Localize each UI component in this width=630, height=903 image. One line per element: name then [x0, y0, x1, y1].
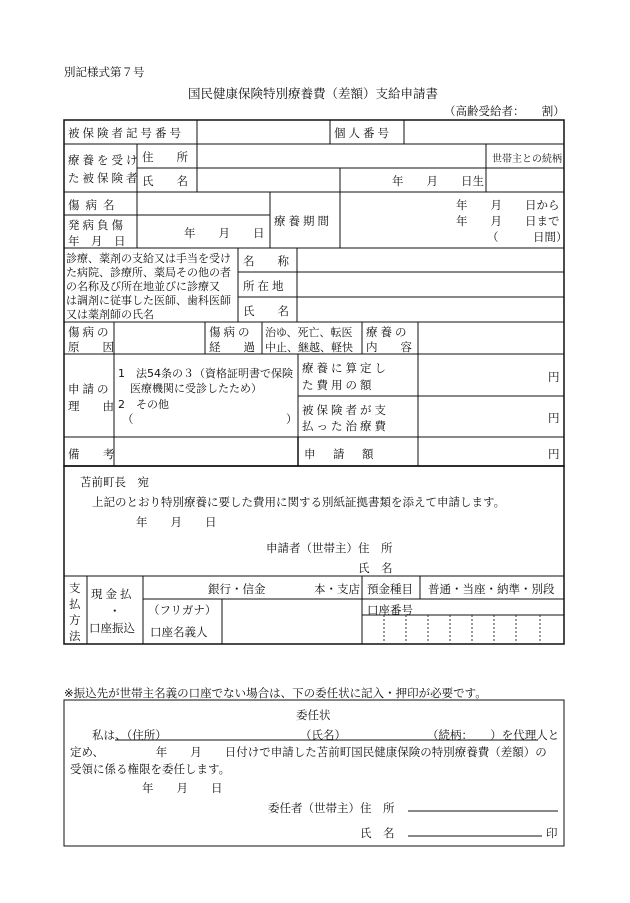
course-label-line1: 傷病の [209, 325, 253, 339]
calculated-cost-label-line1: 療養に算定し [302, 361, 389, 375]
form-title: 国民健康保険特別療養費（差額）支給申請書 [188, 86, 439, 101]
applicant-name-label: 氏 名 [358, 561, 393, 575]
account-holder-label: 口座名義人 [150, 625, 208, 639]
proxy-title: 委任状 [296, 708, 331, 722]
calculated-cost-field[interactable] [419, 355, 545, 395]
furigana-field[interactable] [223, 600, 361, 614]
paid-cost-field[interactable] [419, 397, 545, 436]
bank-label: 銀行・信金 [208, 582, 266, 596]
deposit-type-options[interactable]: 普通・当座・納準・別段 [428, 582, 555, 596]
onset-label-line2: 年 月 日 [68, 234, 126, 248]
hospital-name-label: 名 称 [243, 254, 289, 268]
transfer-notice: ※振込先が世帯主名義の口座でない場合は、下の委任状に記入・押印が必要です。 [64, 686, 487, 700]
grantor-address-field[interactable] [408, 796, 558, 811]
grantor-name-label: 氏 名 [360, 826, 395, 840]
calculated-cost-yen: 円 [548, 370, 560, 384]
content-label-line1: 療養の [366, 325, 410, 339]
calculated-cost-label-line2: た費用の額 [302, 378, 375, 392]
personal-number-field[interactable] [405, 121, 563, 143]
cause-label-line1: 傷病の [68, 325, 112, 339]
insured-number-field[interactable] [198, 121, 329, 143]
reason-label-line1: 申請の [68, 382, 112, 396]
cash-payment-option[interactable]: 現金払 [91, 587, 135, 601]
proxy-date-field[interactable]: 年 月 日 [142, 781, 223, 795]
payment-method-char-2: 払 [69, 597, 81, 611]
hospital-description-line1: 診療、薬剤の支給又は手当を受け [66, 252, 231, 265]
proxy-agent-name-field[interactable] [343, 725, 423, 741]
applicant-address-label: 申請者（世帯主）住 所 [266, 541, 393, 555]
treatment-content-field[interactable] [419, 323, 563, 353]
deposit-type-label: 預金種目 [367, 582, 413, 596]
payment-method-char-1: 支 [69, 581, 81, 595]
paid-cost-label-line1: 被保険者が支 [302, 403, 389, 417]
recipient-label-line1: 療養を受け [68, 153, 141, 167]
hospital-description-line2: た病院、診療所、薬局その他の者 [66, 266, 231, 279]
proxy-agent-address-field[interactable] [158, 725, 293, 741]
proxy-line1-name: （氏名） [300, 728, 346, 742]
course-label-line2: 経 過 [209, 340, 255, 354]
reason-option-2[interactable]: 2 その他 [118, 398, 169, 411]
insured-number-label: 被保険者記号番号 [68, 126, 184, 140]
period-to-field[interactable]: 年 月 日まで [456, 214, 560, 228]
applicant-address-field[interactable] [400, 537, 560, 555]
proxy-line3: 受領に係る権限を委任します。 [70, 762, 231, 776]
proxy-line1-relation: （続柄： ）を代理人と [427, 728, 560, 742]
period-from-field[interactable]: 年 月 日から [456, 198, 560, 212]
remarks-label: 備 考 [68, 447, 121, 461]
onset-label-line1: 発病負傷 [68, 218, 126, 232]
payment-method-char-3: 方 [69, 613, 81, 627]
reason-label-line2: 理 由 [68, 399, 114, 413]
injury-name-field[interactable] [138, 193, 269, 214]
elderly-ratio-field[interactable]: （高齢受給者： 割） [444, 104, 565, 118]
reason-other-field[interactable] [134, 410, 284, 426]
hospital-description-line4: は調剤に従事した医師、歯科医師 [66, 294, 231, 307]
branch-name-field[interactable] [272, 577, 312, 598]
relation-label: 世帯主との続柄 [492, 154, 562, 165]
onset-date-field[interactable]: 年 月 日 [184, 226, 265, 240]
recipient-label-line2: た被保険者 [68, 171, 141, 185]
account-number-field[interactable] [363, 616, 563, 643]
seal-mark: 印 [546, 826, 558, 840]
practitioner-name-label: 氏 名 [243, 304, 289, 318]
bank-transfer-option[interactable]: 口座振込 [89, 621, 135, 635]
account-number-label: 口座番号 [367, 603, 413, 617]
paid-cost-yen: 円 [548, 411, 560, 425]
cause-field[interactable] [115, 323, 204, 353]
outcome-options-line1[interactable]: 治ゆ、死亡、転医 [265, 326, 353, 339]
practitioner-name-field[interactable] [298, 298, 563, 321]
reason-other-close-paren: ） [286, 412, 298, 426]
content-label-line2: 内 容 [366, 340, 412, 354]
outcome-options-line2[interactable]: 中止、継越、軽快 [265, 341, 353, 354]
payment-separator-dot: ・ [109, 604, 121, 618]
name-label: 氏 名 [142, 174, 188, 188]
payment-method-char-4: 法 [69, 629, 81, 643]
recipient-name-field[interactable] [198, 169, 339, 191]
personal-number-label: 個人番号 [334, 126, 392, 140]
reason-option-1-cont: 医療機関に受診したため） [130, 382, 262, 395]
hospital-name-field[interactable] [298, 249, 563, 271]
birth-date-field[interactable]: 年 月 日生 [392, 174, 484, 188]
proxy-line1-address: 私は、（住所） [92, 728, 167, 742]
application-amount-yen: 円 [548, 447, 560, 461]
furigana-label: （フリガナ） [148, 603, 217, 617]
paid-cost-label-line2: 払った治療費 [302, 419, 389, 433]
grantor-address-label: 委任者（世帯主）住 所 [268, 801, 395, 815]
address-label: 住 所 [142, 150, 188, 164]
application-statement: 上記のとおり特別療養に要した費用に関する別紙証拠書類を添えて申請します。 [92, 495, 506, 509]
period-days-field[interactable]: （ 日間） [487, 230, 568, 244]
branch-label: 本・支店 [314, 582, 360, 596]
reason-other-open-paren: （ [122, 412, 134, 426]
application-amount-field[interactable] [419, 438, 545, 465]
hospital-description-line3: の名称及び所在地並びに診療又 [66, 280, 220, 293]
bank-name-field[interactable] [144, 577, 206, 598]
remarks-field[interactable] [115, 438, 297, 465]
application-amount-label: 申 請 額 [304, 447, 377, 461]
applicant-name-field[interactable] [400, 557, 560, 575]
hospital-address-field[interactable] [298, 273, 563, 296]
hospital-description-line5: 又は薬剤師の氏名 [66, 308, 154, 321]
proxy-line2: 定め、 年 月 日付けで申請した苫前町国民健康保険の特別療養費（差額）の [70, 745, 547, 759]
recipient-address-field[interactable] [198, 145, 485, 167]
relation-field[interactable] [487, 169, 563, 191]
grantor-name-field[interactable] [408, 821, 542, 836]
account-holder-field[interactable] [223, 615, 361, 643]
injury-name-label: 傷病名 [68, 198, 121, 212]
addressee: 苫前町長 宛 [80, 475, 149, 489]
hospital-address-label: 所在地 [243, 279, 287, 293]
period-label: 療養期間 [274, 214, 332, 228]
form-number: 別記様式第７号 [64, 65, 145, 79]
cause-label-line2: 原 因 [68, 340, 114, 354]
reason-option-1[interactable]: 1 法54条の３（資格証明書で保険 [118, 367, 293, 380]
application-date-field[interactable]: 年 月 日 [136, 515, 217, 529]
